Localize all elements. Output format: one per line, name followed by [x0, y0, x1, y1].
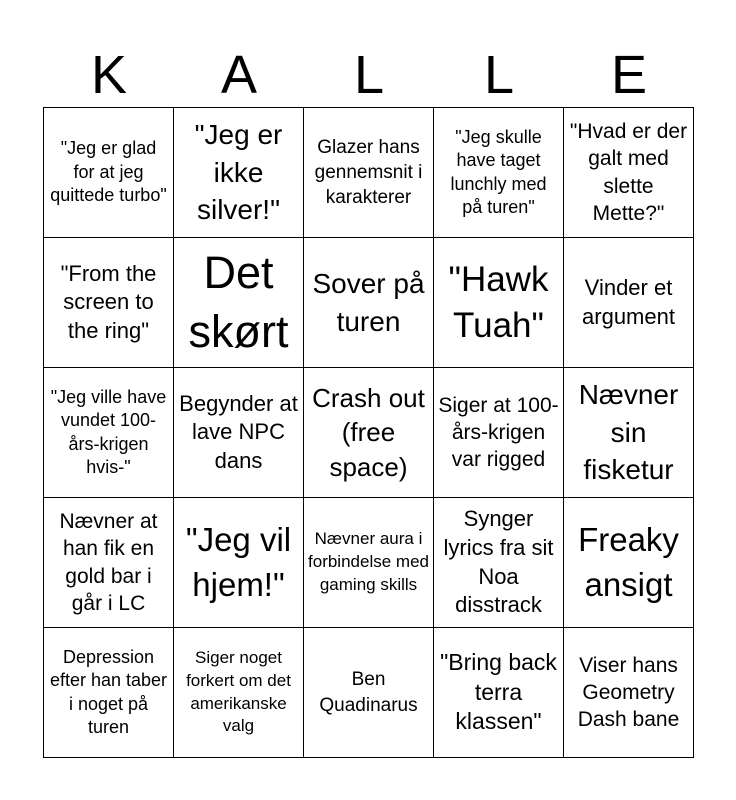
header-letter-e: E: [610, 45, 648, 105]
cell-text: Siger noget forkert om det amerikanske valg: [186, 647, 291, 736]
cell-text: Siger at 100-års-krigen var rigged: [438, 393, 559, 472]
bingo-cell[interactable]: [304, 238, 434, 368]
cell-text: Freaky ansigt: [578, 520, 679, 603]
cell-text: "Bring back terra klassen": [440, 648, 557, 735]
bingo-cell[interactable]: [564, 368, 694, 498]
bingo-cell[interactable]: [174, 498, 304, 628]
cell-text: Sover på turen: [312, 267, 425, 337]
bingo-cell[interactable]: [564, 628, 694, 758]
bingo-cell[interactable]: [564, 108, 694, 238]
bingo-cell[interactable]: [174, 368, 304, 498]
cell-text: Nævner at han fik en gold bar i går i LC: [59, 509, 158, 615]
header-letter-l: L: [353, 45, 385, 105]
bingo-cell[interactable]: [304, 498, 434, 628]
bingo-cell[interactable]: [44, 108, 174, 238]
cell-text: "Jeg er ikke silver!": [194, 119, 283, 226]
cell-text: Synger lyrics fra sit Noa disstrack: [443, 506, 554, 618]
cell-text: Crash out (free space): [312, 383, 425, 482]
cell-text: Vinder et argument: [582, 274, 675, 329]
bingo-cell[interactable]: [434, 498, 564, 628]
bingo-cell[interactable]: [304, 628, 434, 758]
bingo-cell[interactable]: [434, 368, 564, 498]
cell-text: Det skørt: [188, 247, 289, 357]
cell-text: Viser hans Geometry Dash bane: [577, 653, 680, 732]
bingo-cell[interactable]: [174, 628, 304, 758]
cell-text: "Jeg skulle have taget lunchly med på turen": [450, 126, 547, 217]
bingo-cell[interactable]: [44, 628, 174, 758]
bingo-cell[interactable]: [174, 238, 304, 368]
bingo-cell[interactable]: [434, 628, 564, 758]
cell-text: Nævner aura i forbindelse med gaming skills: [308, 529, 429, 594]
bingo-cell[interactable]: [44, 498, 174, 628]
bingo-cell[interactable]: [564, 498, 694, 628]
header-letter-a: A: [220, 45, 258, 105]
bingo-cell[interactable]: [304, 108, 434, 238]
cell-text: Begynder at lave NPC dans: [179, 390, 298, 473]
cell-text: "Jeg vil hjem!": [185, 520, 292, 603]
cell-text: "Hawk Tuah": [448, 260, 549, 345]
cell-text: "From the screen to the ring": [60, 260, 157, 343]
cell-text: "Hvad er der galt med slette Mette?": [569, 119, 688, 225]
cell-text: "Jeg ville have vundet 100-års-krigen hvis-": [50, 386, 167, 477]
cell-text: "Jeg er glad for at jeg quittede turbo": [50, 138, 167, 206]
bingo-cell[interactable]: [434, 238, 564, 368]
bingo-grid: [43, 107, 694, 758]
bingo-header: [44, 42, 694, 108]
header-letter-k: K: [90, 45, 128, 105]
cell-text: Depression efter han taber i noget på turen: [49, 646, 168, 737]
cell-text: Nævner sin fisketur: [578, 379, 679, 486]
bingo-cell[interactable]: [44, 238, 174, 368]
cell-text: Glazer hans gennemsnit i karakterer: [314, 136, 423, 209]
bingo-cell[interactable]: [434, 108, 564, 238]
bingo-cell[interactable]: [44, 368, 174, 498]
header-letter-l: L: [483, 45, 515, 105]
bingo-cell[interactable]: [304, 368, 434, 498]
bingo-cell[interactable]: [564, 238, 694, 368]
bingo-cell[interactable]: [174, 108, 304, 238]
cell-text: Ben Quadinarus: [319, 669, 418, 716]
